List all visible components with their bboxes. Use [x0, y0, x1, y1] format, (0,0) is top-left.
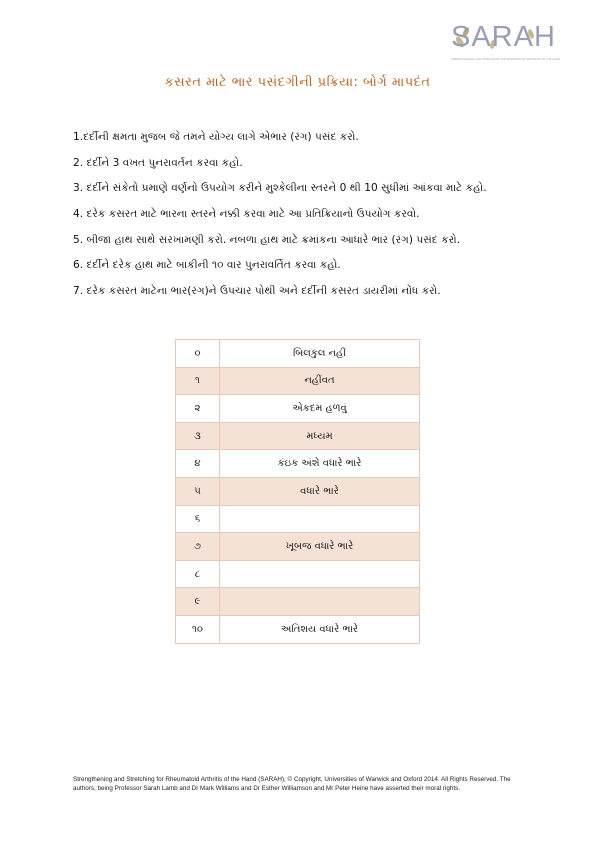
scale-label: મધ્યમ — [220, 422, 420, 450]
scale-number: ૭ — [176, 533, 220, 561]
scale-number: ૪ — [176, 450, 220, 478]
scale-label: અતિશય વધારે ભારે — [220, 615, 420, 643]
table-row — [176, 505, 420, 533]
instruction-step: 5. બીજા હાથ સાથે સરખામણી કરો. નબળા હાથ માટે ક્રમાંકના આધારે ભાર (રંગ) પસંદ કરો. — [73, 233, 461, 246]
sarah-logo — [451, 20, 561, 70]
scale-label: ખૂબજ વધારે ભારે — [220, 533, 420, 561]
scale-label: એકદમ હળવું — [220, 395, 420, 423]
scale-label — [220, 560, 420, 588]
scale-number: ૧ — [176, 367, 220, 395]
copyright-footer: Strengthening and Stretching for Rheumatoid Arthritis of the Hand (SARAH), © Copyright, Universities of Warwick and Oxford 2014. All Rights Reserved. The authors, being Professor Sarah Lamb and Dr Mark Williams and Dr Esther Williamson and Mr Peter Heine have asserted their moral rights. — [73, 776, 511, 792]
table-row — [176, 395, 420, 423]
scale-label: કંઇક અંશે વધારે ભારે — [220, 450, 420, 478]
instruction-step: 4. દરેક કસરત માટે ભારના સ્તરને નક્કી કરવા માટે આ પ્રતિક્રિયાનો ઉપયોગ કરવો. — [73, 208, 420, 221]
scale-number: ૨ — [176, 395, 220, 423]
scale-label: નહીંવત — [220, 367, 420, 395]
table-row — [176, 615, 420, 643]
instruction-step: 3. દર્દીને સંકેતો પ્રમાણે વર્ણનો ઉપયોગ કરીને મુશ્કેલીના સ્તરને 0 થી 10 સુધીમાં આંકવા માટે કહો. — [73, 182, 487, 195]
table-row — [176, 533, 420, 561]
instruction-step: 7. દરેક કસરત માટેના ભાર(રંગ)ને ઉપચાર પોથી અને દર્દીની કસરત ડાયરીમાં નોંધ કરો. — [73, 285, 441, 298]
instruction-step: 1.દર્દીની ક્ષમતા મુજબ જે તમને યોગ્ય લાગે એભાર (રંગ) પસંદ કરો. — [73, 131, 359, 143]
scale-label — [220, 588, 420, 616]
table-row — [176, 560, 420, 588]
table-row — [176, 367, 420, 395]
scale-label — [220, 505, 420, 533]
scale-number: ૯ — [176, 588, 220, 616]
page-title: કસરત માટે ભાર પસંદગીની પ્રક્રિયા: બોર્ગ માપદંત — [164, 75, 431, 90]
logo-tagline: STRENGTHENING AND STRETCHING FOR RHEUMATOID ARTHRITIS OF THE HAND — [451, 58, 561, 61]
logo-wordmark: SARAH — [451, 21, 556, 53]
scale-number: ૧૦ — [176, 615, 220, 643]
scale-label: વધારે ભારે — [220, 477, 420, 505]
table-row — [176, 477, 420, 505]
scale-number: ૮ — [176, 560, 220, 588]
borg-scale-table — [175, 339, 420, 644]
table-row — [176, 450, 420, 478]
instruction-list — [73, 131, 543, 311]
scale-number: ૫ — [176, 477, 220, 505]
scale-number: ૦ — [176, 340, 220, 368]
table-row — [176, 340, 420, 368]
instruction-step: 6. દર્દીને દરેક હાથ માટે બાકીની ૧૦ વાર પુનરાવર્તિત કરવા કહો. — [73, 259, 341, 272]
scale-number: ૬ — [176, 505, 220, 533]
scale-label: બિલકુલ નહીં — [220, 340, 420, 368]
table-row — [176, 588, 420, 616]
table-row — [176, 422, 420, 450]
instruction-step: 2. દર્દીને 3 વખત પુનરાવર્તન કરવા કહો. — [73, 156, 243, 169]
scale-number: ૩ — [176, 422, 220, 450]
